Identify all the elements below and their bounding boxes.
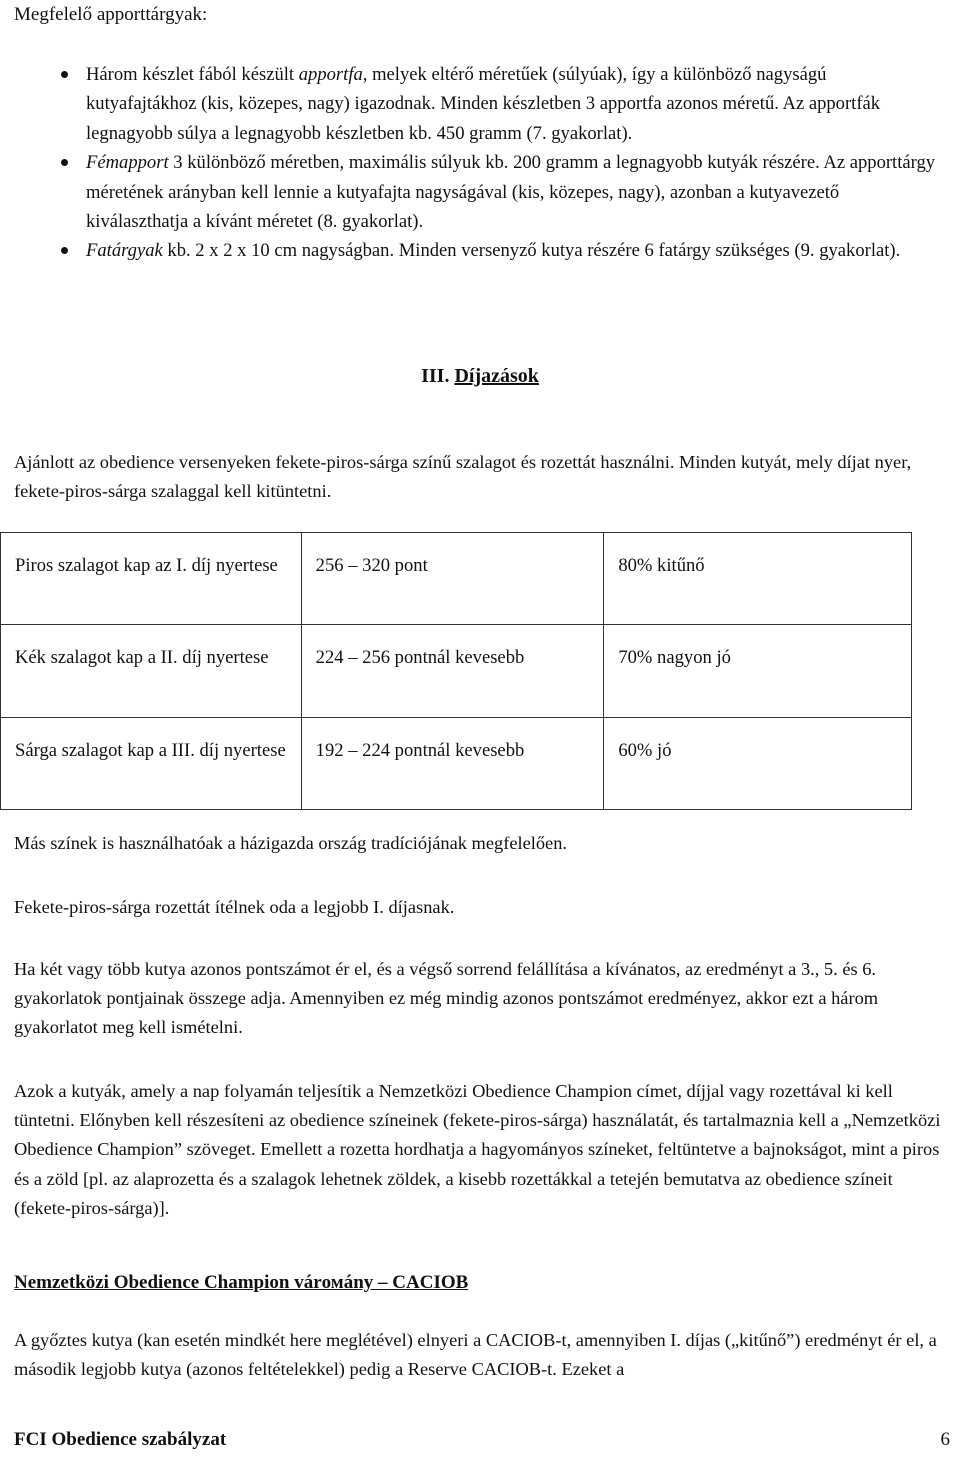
apport-items-list <box>56 60 936 266</box>
award-row <box>1 717 912 809</box>
item-text: , melyek eltérő méretűek (súlyúak), így a különböző nagyságú kutyafajtákhoz (kis, közepes, nagy) igazodnak. Minden készletben 3 apportfa azonos méretű. Az apportfák legnagyobb súlya a legnagyobb készletben kb. 450 gramm (7. gyakorlat). <box>86 64 881 144</box>
award-points-cell: 192 – 224 pontnál kevesebb <box>301 717 604 809</box>
item-name: Fatárgyak <box>86 240 163 262</box>
item-name: Fémapport <box>86 152 169 174</box>
tie-break-paragraph: Ha két vagy több kutya azonos pontszámot ér el, és a végső sorrend felállítása a kívánatos, az eredményt a 3., 5. és 6. gyakorlatok pontjainak összege adja. Amennyiben ez még mindig azonos pontszámot eredményez, akkor ezt a három gyakorlatot meg kell ismételni. <box>14 959 879 1038</box>
apport-items-heading: Megfelelő apporttárgyak: <box>14 4 208 25</box>
apport-item <box>56 60 936 148</box>
rosette-paragraph: Fekete-piros-sárga rozettát ítélnek oda a legjobb I. díjasnak. <box>14 897 455 917</box>
bullet-dot-icon <box>61 159 68 166</box>
award-ribbon-cell: Kék szalagot kap a II. díj nyertese <box>1 625 302 717</box>
award-grade-cell: 80% kitűnő <box>604 533 912 625</box>
caciob-heading: Nemzetközi Obedience Champion várомány – CACIOB <box>14 1272 469 1293</box>
award-row <box>1 533 912 625</box>
award-grade-cell: 70% nagyon jó <box>604 625 912 717</box>
award-ribbon-cell: Sárga szalagot kap a III. díj nyertese <box>1 717 302 809</box>
section-number: III. <box>421 365 450 387</box>
award-points-cell: 224 – 256 pontnál kevesebb <box>301 625 604 717</box>
item-text: Három készlet fából készült <box>86 64 299 85</box>
item-name: apportfa <box>298 64 363 85</box>
footer-document-title: FCI Obedience szabályzat <box>14 1429 227 1450</box>
apport-item <box>56 148 936 236</box>
award-points-cell: 256 – 320 pont <box>301 533 604 625</box>
awards-intro-paragraph: Ajánlott az obedience versenyeken fekete-piros-sárga színű szalagot és rozettát használni. Minden kutyát, mely díjat nyer, fekete-piros-sárga szalaggal kell kitüntetni. <box>14 452 912 502</box>
item-text: 3 különböző méretben, maximális súlyuk kb. 200 gramm a legnagyobb kutyák részére. Az apporttárgy méretének arányban kell lennie a kutyafajta nagyságával (kis, közepes, nagy), azonban a kutyavezető kiválaszthatja a kívánt méretet (8. gyakorlat). <box>86 152 936 233</box>
bullet-dot-icon <box>61 247 68 254</box>
award-ribbon-cell: Piros szalagot kap az I. díj nyertese <box>1 533 302 625</box>
section-title-text: Díjazások <box>454 365 539 387</box>
footer-page-number: 6 <box>940 1429 950 1450</box>
section-title <box>0 361 960 391</box>
apport-item <box>56 236 936 265</box>
award-row <box>1 625 912 717</box>
bullet-dot-icon <box>61 71 68 78</box>
item-text: kb. 2 x 2 x 10 cm nagyságban. Minden versenyző kutya részére 6 fatárgy szükséges (9. gyakorlat). <box>162 240 901 262</box>
award-grade-cell: 60% jó <box>604 717 912 809</box>
awards-table <box>0 532 912 810</box>
champion-rosette-paragraph: Azok a kutyák, amely a nap folyamán teljesítik a Nemzetközi Obedience Champion címet, díjjal vagy rozettával ki kell tüntetni. Előnyben kell részesíteni az obedience színeinek (fekete-piros-sárga) használatát, és tartalmaznia kell a „Nemzetközi Obedience Champion” szöveget. Emellett a rozetta hordhatja a hagyományos színeket, feltüntetve a bajnokságot, mint a piros és a zöld [pl. az alaprozetta és a szalagok lehetnek zöldek, a kisebb rozettákkal a tetején bemutatva az obedience színeit (fekete-piros-sárga)]. <box>14 1081 941 1218</box>
other-colors-paragraph: Más színek is használhatóak a házigazda ország tradíciójának megfelelően. <box>14 833 568 853</box>
caciob-paragraph: A győztes kutya (kan esetén mindkét here meglétével) elnyeri a CACIOB-t, amennyiben I. díjas („kitűnő”) eredményt ér el, a második legjobb kutya (azonos feltételekkel) pedig a Reserve CACIOB-t. Ezeket a <box>14 1330 937 1380</box>
